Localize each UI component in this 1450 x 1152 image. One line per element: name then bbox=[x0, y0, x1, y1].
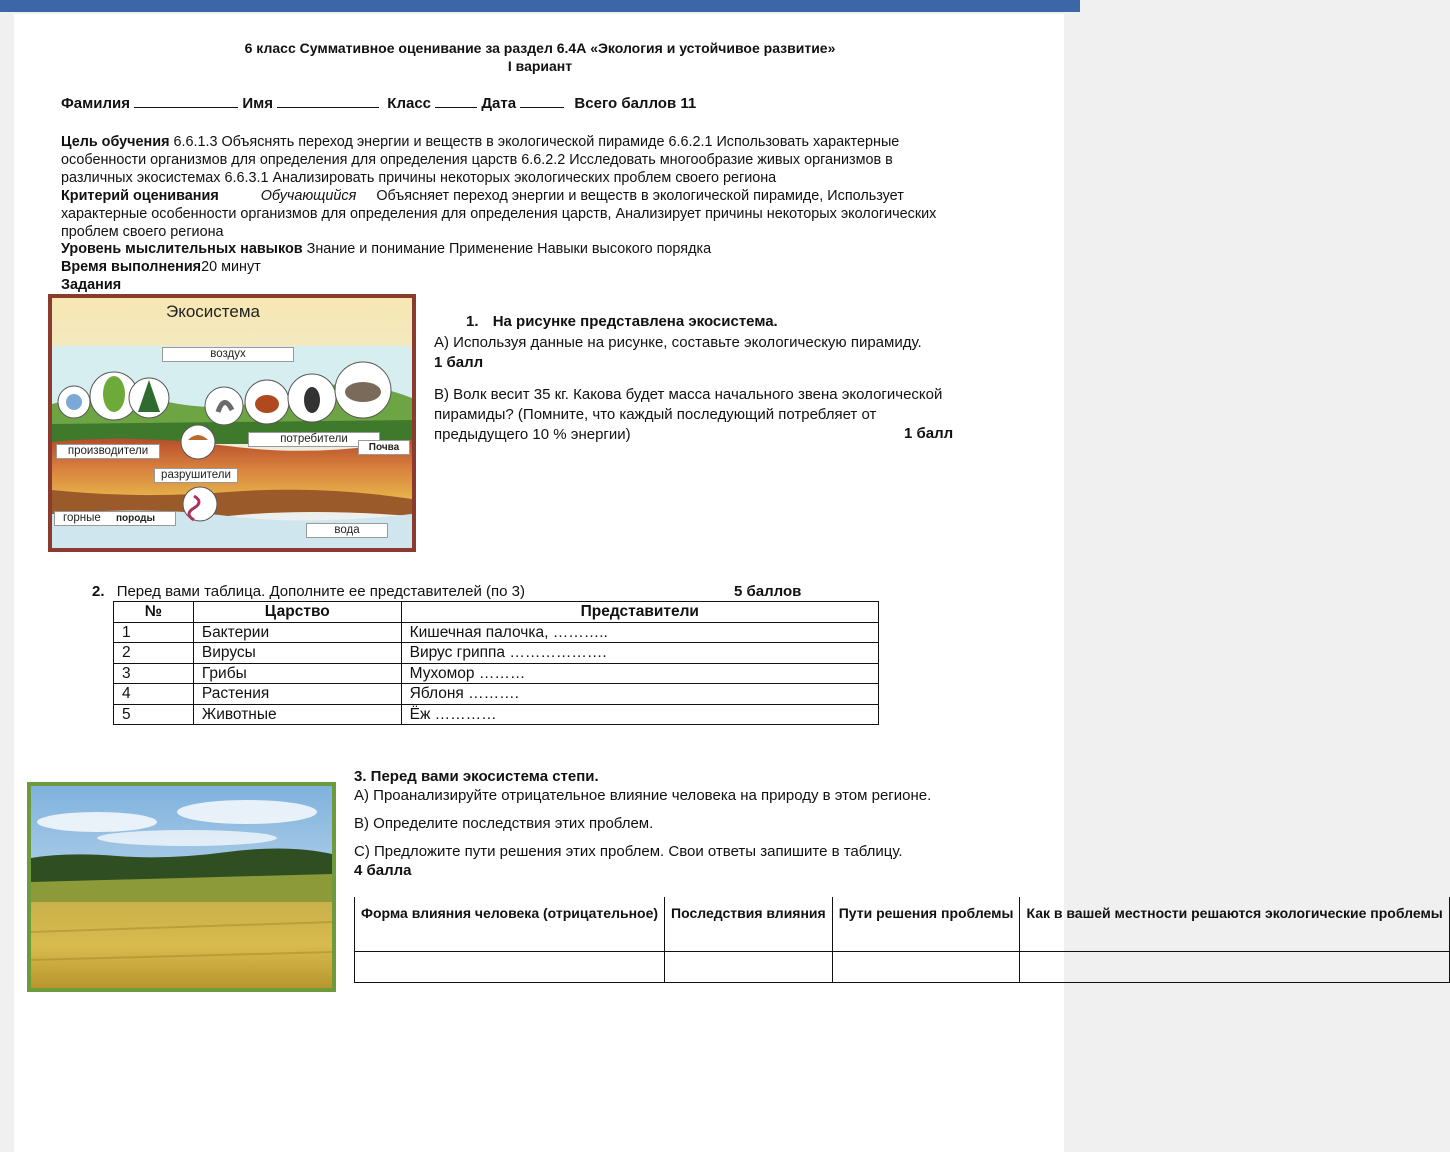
ecosystem-title: Экосистема bbox=[166, 302, 260, 321]
col-consequences: Последствия влияния bbox=[665, 897, 833, 952]
label-producers: производители bbox=[56, 444, 160, 459]
task3-part-c: С) Предложите пути решения этих проблем. Свои ответы запишите в таблицу. bbox=[354, 843, 903, 860]
task1-part-b bbox=[434, 385, 942, 445]
row-kingdom: Животные bbox=[193, 704, 401, 725]
assessment-criteria bbox=[61, 187, 936, 241]
class-blank[interactable] bbox=[435, 95, 477, 108]
row-kingdom: Грибы bbox=[193, 663, 401, 684]
answer-cell-solutions[interactable] bbox=[832, 952, 1020, 983]
name-label: Имя bbox=[242, 95, 273, 112]
learning-goal bbox=[61, 133, 899, 187]
criteria-text-1: Объясняет переход энергии и веществ в экологической пирамиде, Использует bbox=[376, 188, 904, 204]
task1-part-a: А) Используя данные на рисунке, составьте экологическую пирамиду. bbox=[434, 334, 922, 351]
task2-heading bbox=[92, 583, 525, 600]
table-row bbox=[114, 684, 879, 705]
task1-number: 1. bbox=[466, 313, 479, 330]
label-decomposers: разрушители bbox=[154, 468, 238, 483]
goal-text-1: 6.6.1.3 Объяснять переход энергии и веществ в экологической пирамиде 6.6.2.1 Использовать характерные bbox=[173, 134, 900, 150]
goal-label: Цель обучения bbox=[61, 134, 170, 150]
page-title: 6 класс Суммативное оценивание за раздел 6.4А «Экология и устойчивое развитие» bbox=[244, 40, 836, 56]
label-soil: Почва bbox=[358, 440, 410, 455]
task1-b-line2: пирамиды? (Помните, что каждый последующий потребляет от bbox=[434, 406, 877, 423]
total-points: Всего баллов 11 bbox=[574, 95, 697, 112]
row-number: 3 bbox=[114, 663, 194, 684]
goal-text-3: различных экосистемах 6.6.3.1 Анализировать причины некоторых экологических проблем своего региона bbox=[61, 170, 777, 186]
goal-text-2: особенности организмов для определения для определения царств 6.6.2.2 Исследовать многообразие живых организмов в bbox=[61, 152, 893, 168]
col-impact-form: Форма влияния человека (отрицательное) bbox=[355, 897, 665, 952]
task1-a-points: 1 балл bbox=[434, 354, 484, 371]
surname-label: Фамилия bbox=[61, 95, 130, 112]
table-row bbox=[114, 622, 879, 643]
table-row bbox=[114, 663, 879, 684]
label-rocks bbox=[54, 511, 176, 526]
row-representatives[interactable]: Вирус гриппа ………………. bbox=[401, 643, 878, 664]
criteria-learner: Обучающийся bbox=[260, 188, 357, 204]
ecosystem-illustration bbox=[48, 294, 416, 552]
kingdoms-table-header bbox=[114, 602, 879, 623]
student-fields bbox=[61, 95, 696, 112]
steppe-photo bbox=[27, 782, 336, 992]
row-representatives[interactable]: Ёж ………… bbox=[401, 704, 878, 725]
row-kingdom: Растения bbox=[193, 684, 401, 705]
task3-points: 4 балла bbox=[354, 862, 412, 879]
task1-heading bbox=[434, 313, 778, 330]
answer-cell-impact[interactable] bbox=[355, 952, 665, 983]
col-local-solutions: Как в вашей местности решаются экологические проблемы bbox=[1020, 897, 1449, 952]
task3-part-a: А) Проанализируйте отрицательное влияние человека на природу в этом регионе. bbox=[354, 787, 932, 804]
date-label: Дата bbox=[481, 95, 517, 112]
label-rocks-word1: горные bbox=[63, 512, 101, 524]
row-representatives[interactable]: Яблоня ………. bbox=[401, 684, 878, 705]
variant-label: I вариант bbox=[507, 58, 573, 74]
label-water: вода bbox=[306, 523, 388, 538]
impact-table bbox=[354, 897, 1450, 983]
impact-table-header bbox=[355, 897, 1450, 952]
browser-top-bar bbox=[0, 0, 1080, 12]
date-blank[interactable] bbox=[520, 95, 564, 108]
task2-number: 2. bbox=[92, 583, 105, 600]
answer-cell-consequences[interactable] bbox=[665, 952, 833, 983]
col-solutions: Пути решения проблемы bbox=[832, 897, 1020, 952]
task3-title: 3. Перед вами экосистема степи. bbox=[354, 768, 599, 785]
task1-b-line3: предыдущего 10 % энергии) bbox=[434, 426, 631, 443]
task2-text: Перед вами таблица. Дополните ее представителей (по 3) bbox=[116, 583, 526, 600]
steppe-drawing bbox=[27, 782, 336, 992]
row-representatives[interactable]: Мухомор ……… bbox=[401, 663, 878, 684]
row-kingdom: Бактерии bbox=[193, 622, 401, 643]
criteria-text-2: характерные особенности организмов для определения для определения царств, Анализирует причины некоторых экологических bbox=[61, 206, 937, 222]
col-representatives: Представители bbox=[401, 602, 878, 623]
row-number: 5 bbox=[114, 704, 194, 725]
label-consumers: потребители bbox=[248, 432, 380, 447]
class-label: Класс bbox=[387, 95, 432, 112]
surname-blank[interactable] bbox=[134, 95, 238, 108]
task1-title: На рисунке представлена экосистема. bbox=[492, 313, 778, 330]
task1-b-line1: В) Волк весит 35 кг. Какова будет масса начального звена экологической bbox=[434, 386, 943, 403]
task2-points: 5 баллов bbox=[734, 583, 802, 600]
col-kingdom: Царство bbox=[193, 602, 401, 623]
kingdoms-table bbox=[113, 601, 879, 725]
criteria-label: Критерий оценивания bbox=[61, 188, 219, 204]
answer-cell-local[interactable] bbox=[1020, 952, 1449, 983]
task1-b-points: 1 балл bbox=[904, 425, 954, 442]
label-air: воздух bbox=[162, 347, 294, 362]
col-number: № bbox=[114, 602, 194, 623]
skills-label: Уровень мыслительных навыков bbox=[61, 241, 303, 257]
thinking-skills bbox=[61, 240, 711, 258]
row-number: 1 bbox=[114, 622, 194, 643]
impact-table-answer-row bbox=[355, 952, 1450, 983]
criteria-text-3: проблем своего региона bbox=[61, 224, 224, 240]
time-limit bbox=[61, 258, 261, 276]
task3-part-b: В) Определите последствия этих проблем. bbox=[354, 815, 654, 832]
time-label: Время выполнения bbox=[61, 259, 202, 275]
row-kingdom: Вирусы bbox=[193, 643, 401, 664]
table-row bbox=[114, 704, 879, 725]
table-row bbox=[114, 643, 879, 664]
row-representatives[interactable]: Кишечная палочка, ……….. bbox=[401, 622, 878, 643]
row-number: 2 bbox=[114, 643, 194, 664]
row-number: 4 bbox=[114, 684, 194, 705]
tasks-label: Задания bbox=[61, 277, 122, 293]
name-blank[interactable] bbox=[277, 95, 379, 108]
skills-text: Знание и понимание Применение Навыки высокого порядка bbox=[306, 241, 712, 257]
time-text: 20 минут bbox=[201, 259, 261, 275]
label-rocks-word2: породы bbox=[115, 513, 156, 524]
